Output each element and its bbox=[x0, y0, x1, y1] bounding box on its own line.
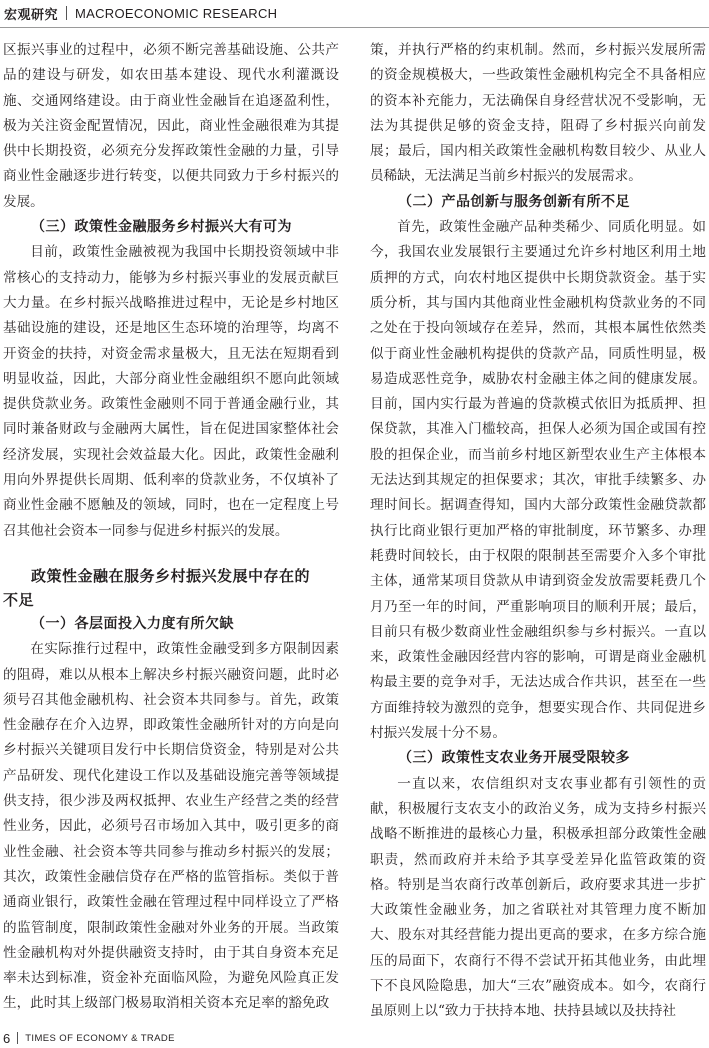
footer-divider bbox=[17, 1032, 18, 1044]
section-heading: 政策性金融在服务乡村振兴发展中存在的 bbox=[31, 566, 311, 585]
paragraph: 首先，政策性金融产品种类稀少、同质化明显。如今，我国农业发展银行主要通过允许乡村地区利用土地质押的方式，向农村地区提供中长期贷款资金。基于实质分析，其与国内其他商业性金融机构贷款业务的不同之处在于投向领域存在差异，然而，其根本属性依然类似于商业性金融机构提供的贷款产品，同质性明显，极易造成恶性竞争，威胁农村金融主体之间的健康发展。目前，国内实行最为普遍的贷款模式依旧为抵质押、担保贷款，其准入门槛较高，担保人必须为国企或国有控股的担保企业，而当前乡村地区新型农业生产主体根本无法达到其规定的担保要求；其次，审批手续繁多、办理时间长。据调查得知，国内大部分政策性金融贷款都执行比商业银行更加严格的审批制度，环节繁多、办理耗费时间较长，由于权限的限制甚至需要介入多个审批主体，通常某项目贷款从申请到资金发放需要耗费几个月乃至一年的时间，严重影响项目的顺利开展；最后，目前只有极少数商业性金融组织参与乡村振兴。一直以来，政策性金融因经营内容的影响，可谓是商业金融机构最主要的竞争对手，无法达成合作共识，甚至在一些方面维持较为激烈的竞争，想要实现合作、共同促进乡村振兴发展十分不易。 bbox=[370, 219, 706, 742]
left-column bbox=[3, 38, 339, 1017]
paragraph: 策，并执行严格的约束机制。然而，乡村振兴发展所需的资金规模极大，一些政策性金融机构完全不具备相应的资本补充能力，无法确保自身经营状况不受影响，无法为其提供足够的资金支持，阻碍了乡村振兴向前发展；最后，国内相关政策性金融机构数目较少、从业人员稀缺，无法满足当前乡村振兴的发展需求。 bbox=[370, 42, 706, 185]
header-divider bbox=[66, 6, 67, 20]
subsection-heading: （一）各层面投入力度有所欠缺 bbox=[31, 615, 234, 632]
subsection-heading: （二）产品创新与服务创新有所不足 bbox=[398, 193, 630, 210]
page-header bbox=[0, 0, 709, 26]
header-rule bbox=[0, 27, 709, 28]
section-heading-cont: 不足 bbox=[3, 590, 35, 609]
page-footer bbox=[0, 1030, 175, 1046]
page-number: 6 bbox=[3, 1030, 11, 1046]
paragraph: 一直以来，农信组织对支农事业都有引领性的贡献，积极履行支农支小的政治义务，成为支持乡村振兴战略不断推进的最核心力量，积极承担部分政策性金融职责，然而政府并未给予其享受差异化监管政策的资格。特别是当农商行改革创新后，政府要求其进一步扩大政策性金融业务，加之省联社对其管理力度不断加大、股东对其经营能力提出更高的要求，在多方综合施压的局面下，农商行不得不尝试开拓其他业务，由此埋下不良风险隐患，加大“三农”融资成本。如今，农商行虽原则上以“致力于扶持本地、扶持县域以及扶持社 bbox=[370, 775, 706, 1020]
subsection-heading: （三）政策性金融服务乡村振兴大有可为 bbox=[31, 219, 292, 236]
magazine-name: TIMES OF ECONOMY & TRADE bbox=[25, 1032, 175, 1044]
paragraph: 目前，政策性金融被视为我国中长期投资领域中非常核心的支持动力，能够为乡村振兴事业的发展贡献巨大力量。在乡村振兴战略推进过程中，无论是乡村地区基础设施的建设，还是地区生态环境的治理等，均离不开资金的扶持，对资金需求量极大，且无法在短期看到明显收益，因此，大部分商业性金融组织不愿向此领域提供贷款业务。政策性金融则不同于普通金融行业，其同时兼备财政与金融两大属性，旨在促进国家整体社会经济发展，实现社会效益最大化。因此，政策性金融利用向外界提供长周期、低利率的贷款业务，不仅填补了商业性金融不愿触及的领域，同时，也在一定程度上号召其他社会资本一同参与促进乡村振兴的发展。 bbox=[3, 244, 339, 539]
section-spacer bbox=[3, 544, 339, 564]
subsection-heading: （三）政策性支农业务开展受限较多 bbox=[398, 750, 630, 767]
paragraph: 在实际推行过程中，政策性金融受到多方限制因素的阻碍，难以从根本上解决乡村振兴融资问题，此时必须号召其他金融机构、社会资本共同参与。首先，政策性金融存在介入边界，即政策性金融所针对的方向是向乡村振兴关键项目发行中长期信贷资金，特别是对公共产品研发、现代化建设工作以及基础设施完善等领域提供支持，很少涉及两权抵押、农业生产经营之类的经营性业务，因此，必须号召市场加入其中，吸引更多的商业性金融、社会资本等共同参与推动乡村振兴的发展；其次，政策性金融信贷存在严格的监管指标。类似于普通商业银行，政策性金融在管理过程中同样设立了严格的监管制度，限制政策性金融对外业务的开展。当政策性金融机构对外提供融资支持时，由于其自身资本充足率未达到标准，资金补充面临风险，为避免风险真正发生，此时其上级部门极易取消相关资本充足率的豁免政 bbox=[3, 641, 339, 1012]
column-brand: 宏观研究 bbox=[4, 7, 59, 23]
paragraph: 区振兴事业的过程中，必须不断完善基础设施、公共产品的建设与研发，如农田基本建设、现代水利灌溉设施、交通网络建设。由于商业性金融旨在追逐盈利性，极为关注资金配置情况，因此，商业性金融很难为其提供中长期投资，必须充分发挥政策性金融的力量，引导商业性金融逐步进行转变，以便共同致力于乡村振兴的发展。 bbox=[3, 42, 339, 210]
column-section-name: MACROECONOMIC RESEARCH bbox=[75, 5, 278, 21]
right-column bbox=[370, 38, 706, 1025]
